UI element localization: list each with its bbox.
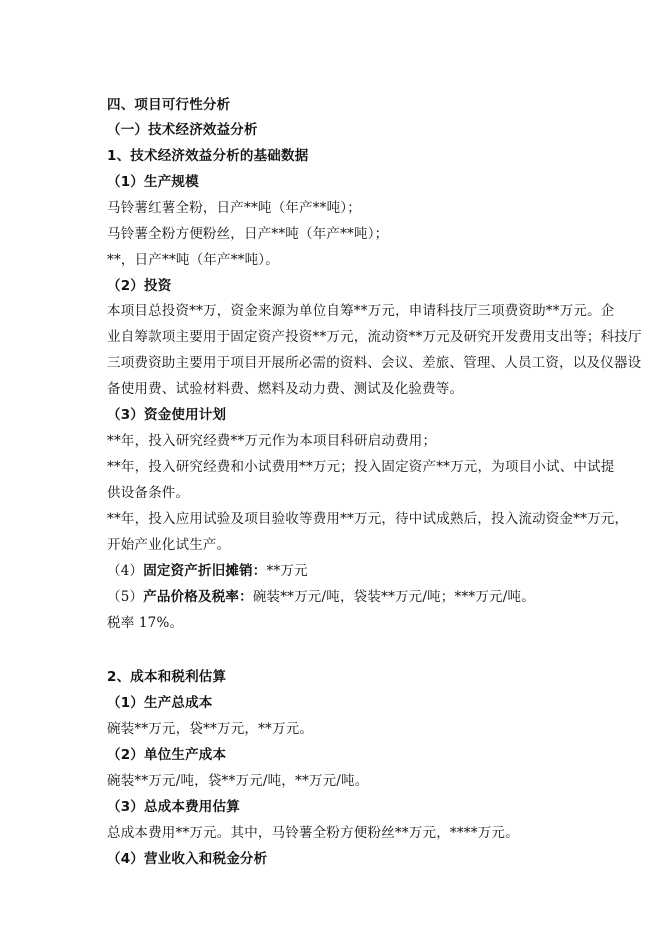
paragraph-line: 三项费资助主要用于项目开展所必需的资料、会议、差旅、管理、人员工资，以及仪器设: [107, 355, 642, 371]
depreciation-value: **万元: [266, 563, 308, 579]
paragraph-line: 总成本费用**万元。其中，马铃薯全粉方便粉丝**万元，****万元。: [107, 825, 519, 841]
tax-rate-line: 税率 17%。: [107, 615, 184, 631]
section-title: 四、项目可行性分析: [107, 97, 231, 113]
depreciation-label: 固定资产折旧摊销：: [143, 563, 267, 579]
paragraph-line: **年，投入研究经费**万元作为本项目科研启动费用；: [107, 433, 437, 449]
heading-1: 1、技术经济效益分析的基础数据: [107, 148, 309, 164]
heading-production-scale: （1）生产规模: [107, 174, 199, 190]
heading-2: 2、成本和税利估算: [107, 669, 227, 685]
paragraph-line: 马铃薯全粉方便粉丝，日产**吨（年产**吨）；: [107, 226, 389, 242]
paragraph-line: **，日产**吨（年产**吨）。: [107, 252, 279, 268]
price-tax-label: 产品价格及税率：: [143, 589, 253, 605]
subsection-title: （一）技术经济效益分析: [107, 122, 258, 138]
paragraph-line: 碗装**万元，袋**万元，**万元。: [107, 721, 314, 737]
paragraph-line: 本项目总投资**万，资金来源为单位自筹**万元，申请科技厅三项费资助**万元。企: [107, 303, 615, 319]
paragraph-line: 马铃薯红薯全粉，日产**吨（年产**吨）；: [107, 200, 361, 216]
paragraph-line: 备使用费、试验材料费、燃料及动力费、测试及化验费等。: [107, 381, 464, 397]
heading-revenue-tax: （4）营业收入和税金分析: [107, 851, 268, 867]
heading-funding-plan: （3）资金使用计划: [107, 407, 227, 423]
paragraph-line: **年，投入研究经费和小试费用**万元；投入固定资产**万元，为项目小试、中试提: [107, 459, 615, 475]
paragraph-line: **年，投入应用试验及项目验收等费用**万元，待中试成熟后，投入流动资金**万元，: [107, 511, 629, 527]
heading-total-cost: （1）生产总成本: [107, 695, 213, 711]
depreciation-line: [107, 562, 308, 580]
price-tax-line: [107, 588, 535, 606]
paragraph-line: 碗装**万元/吨，袋**万元/吨，**万元/吨。: [107, 773, 369, 789]
item-prefix: （5）: [107, 589, 144, 605]
paragraph-line: 业自筹款项主要用于固定资产投资**万元，流动资**万元及研究开发费用支出等；科技厅: [107, 329, 642, 345]
heading-cost-estimate: （3）总成本费用估算: [107, 799, 240, 815]
item-prefix: （4）: [107, 563, 144, 579]
heading-investment: （2）投资: [107, 278, 172, 294]
paragraph-line: 开始产业化试生产。: [107, 537, 231, 553]
price-tax-value: 碗装**万元/吨，袋装**万元/吨；***万元/吨。: [252, 589, 535, 605]
heading-unit-cost: （2）单位生产成本: [107, 747, 227, 763]
paragraph-line: 供设备条件。: [107, 485, 190, 501]
